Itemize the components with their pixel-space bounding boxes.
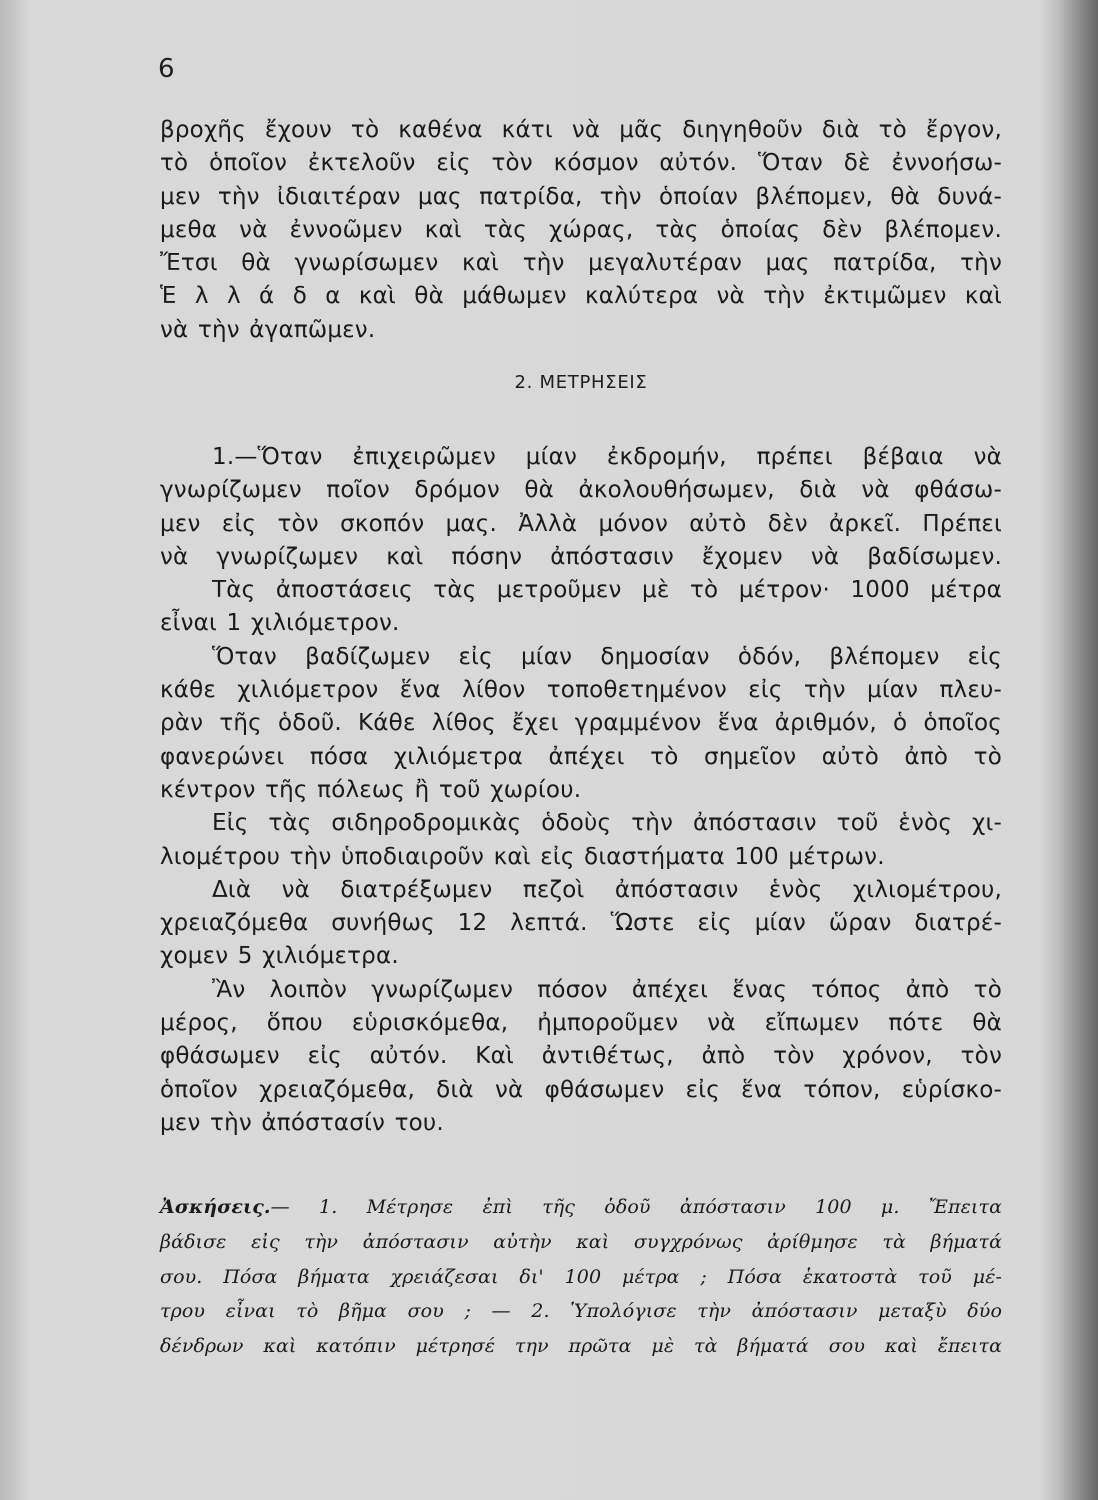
text-line: Διὰ νὰ διατρέξωμεν πεζοὶ ἀπόστασιν ἑνὸς χιλιομέτρου,	[212, 876, 1002, 903]
text-line: νὰ γνωρίζωμεν καὶ πόσην ἀπόστασιν ἔχομεν νὰ βαδίσωμεν.	[160, 543, 1002, 570]
text-line: Ἔτσι θὰ γνωρίσωμεν καὶ τὴν μεγαλυτέραν μας πατρίδα, τὴν	[160, 250, 1002, 277]
page-edge-shadow	[1058, 0, 1098, 1500]
text-line: Ἑ λ λ ά δ α καὶ θὰ μάθωμεν καλύτερα νὰ τὴν ἐκτιμῶμεν καὶ	[160, 283, 1002, 310]
intro-paragraph	[160, 114, 1002, 347]
exercises-block	[160, 1190, 1002, 1364]
text-line: φανερώνει πόσα χιλιόμετρα ἀπέχει τὸ σημεῖον αὐτὸ ἀπὸ τὸ	[160, 743, 1002, 770]
text-line: χομεν 5 χιλιόμετρα.	[160, 943, 399, 970]
text-line: Ἂν λοιπὸν γνωρίζωμεν πόσον ἀπέχει ἕνας τόπος ἀπὸ τὸ	[212, 976, 1002, 1003]
exercise-line: δένδρων καὶ κατόπιν μέτρησέ την πρῶτα μὲ τὰ βήματά σου καὶ ἔπειτα	[160, 1335, 1002, 1358]
text-line: μεν εἰς τὸν σκοπόν μας. Ἀλλὰ μόνον αὐτὸ δὲν ἀρκεῖ. Πρέπει	[160, 510, 1002, 537]
text-line: γνωρίζωμεν ποῖον δρόμον θὰ ἀκολουθήσωμεν, διὰ νὰ φθάσω-	[160, 477, 1002, 504]
text-line: ὁποῖον χρειαζόμεθα, διὰ νὰ φθάσωμεν εἰς ἕνα τόπον, εὑρίσκο-	[160, 1076, 1002, 1103]
measurements-text	[160, 441, 1002, 1140]
text-line: μεθα νὰ ἐννοῶμεν καὶ τὰς χώρας, τὰς ὁποίας δὲν βλέπομεν.	[160, 216, 1002, 243]
text-line: τὸ ὁποῖον ἐκτελοῦν εἰς τὸν κόσμον αὐτόν. Ὅταν δὲ ἐννοήσω-	[160, 150, 1002, 177]
section-heading: 2. ΜΕΤΡΗΣΕΙΣ	[514, 372, 648, 393]
text-line: βροχῆς ἔχουν τὸ καθένα κάτι νὰ μᾶς διηγηθοῦν διὰ τὸ ἔργον,	[160, 117, 1002, 143]
text-line: λιομέτρου τὴν ὑποδιαιροῦν καὶ εἰς διαστήματα 100 μέτρων.	[160, 843, 885, 870]
text-line: νὰ τὴν ἀγαπῶμεν.	[160, 316, 376, 343]
text-line: ρὰν τῆς ὁδοῦ. Κάθε λίθος ἔχει γραμμένον ἕνα ἀριθμόν, ὁ ὁποῖος	[160, 710, 1002, 737]
text-line: Τὰς ἀποστάσεις τὰς μετροῦμεν μὲ τὸ μέτρον· 1000 μέτρα	[212, 577, 1002, 604]
text-line: κέντρον τῆς πόλεως ἢ τοῦ χωρίου.	[160, 776, 582, 803]
exercise-line: σου. Πόσα βήματα χρειάζεσαι δι' 100 μέτρα ; Πόσα ἑκατοστὰ τοῦ μέ-	[160, 1265, 1002, 1288]
text-line: 1.—Ὅταν ἐπιχειρῶμεν μίαν ἐκδρομήν, πρέπει βέβαια νὰ	[212, 444, 1002, 470]
text-line: μεν τὴν ἰδιαιτέραν μας πατρίδα, τὴν ὁποίαν βλέπομεν, θὰ δυνά-	[160, 183, 1002, 210]
text-line: Ὅταν βαδίζωμεν εἰς μίαν δημοσίαν ὁδόν, βλέπομεν εἰς	[212, 643, 1002, 670]
exercise-line: βάδισε εἰς τὴν ἀπόστασιν αὐτὴν καὶ συγχρόνως ἀρίθμησε τὰ βήματά	[160, 1230, 1002, 1253]
text-line: χρειαζόμεθα συνήθως 12 λεπτά. Ὥστε εἰς μίαν ὥραν διατρέ-	[160, 910, 1002, 937]
text-line: κάθε χιλιόμετρον ἕνα λίθον τοποθετημένον εἰς τὴν μίαν πλευ-	[160, 677, 1002, 704]
text-line: εἶναι 1 χιλιόμετρον.	[160, 610, 400, 637]
text-line: μέρος, ὅπου εὑρισκόμεθα, ἠμποροῦμεν νὰ εἴπωμεν πότε θὰ	[160, 1010, 1002, 1037]
exercises-label: Ἀσκήσεις.	[160, 1196, 271, 1218]
text-line: Εἰς τὰς σιδηροδρομικὰς ὁδοὺς τὴν ἀπόστασιν τοῦ ἑνὸς χι-	[212, 810, 1002, 837]
exercise-text: — 1. Μέτρησε ἐπὶ τῆς ὁδοῦ ἀπόστασιν 100 μ. Ἔπειτα	[270, 1196, 1002, 1218]
text-line: μεν τὴν ἀπόστασίν του.	[160, 1109, 444, 1136]
page-number: 6	[158, 54, 175, 84]
exercise-line	[160, 1190, 1002, 1225]
exercise-line: τρου εἶναι τὸ βῆμα σου ; — 2. Ὑπολόγισε τὴν ἀπόστασιν μεταξὺ δύο	[160, 1300, 1002, 1323]
text-line: φθάσωμεν εἰς αὐτόν. Καὶ ἀντιθέτως, ἀπὸ τὸν χρόνον, τὸν	[160, 1043, 1002, 1070]
